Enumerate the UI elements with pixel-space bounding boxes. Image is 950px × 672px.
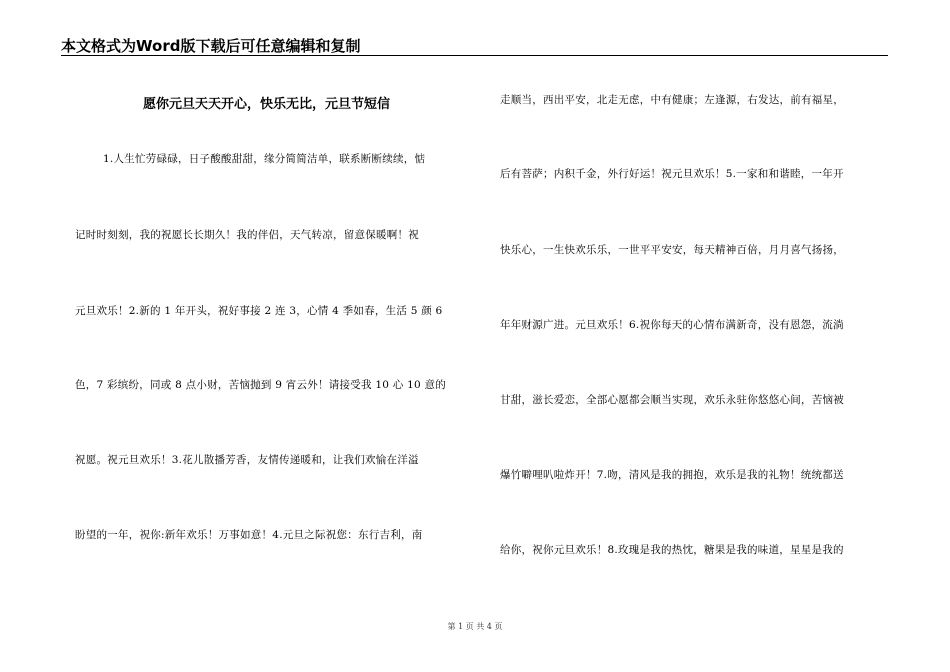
document-title: 愿你元旦天天开心，快乐无比，元旦节短信 xyxy=(142,97,390,112)
page-indicator: 第 1 页 共 4 页 xyxy=(447,622,503,631)
left-line-2: 记时时刻刻，我的祝愿长长期久！我的伴侣，天气转凉，留意保暖啊！祝 xyxy=(75,229,419,241)
right-line-2: 后有菩萨；内积千金，外行好运！祝元旦欢乐！5.一家和和谐睦，一年开 xyxy=(500,168,844,180)
left-line-3: 元旦欢乐！2.新的 1 年开头，祝好事接 2 连 3，心情 4 季如春，生活 5 颜 6 xyxy=(75,305,443,317)
right-line-1: 走顺当，西出平安，北走无虑，中有健康；左逢源，右发达，前有福星， xyxy=(500,94,844,106)
right-line-7: 给你，祝你元旦欢乐！8.玫瑰是我的热忱，糖果是我的味道，星星是我的 xyxy=(500,544,844,556)
left-line-1: 1.人生忙劳碌碌，日子酸酸甜甜，缘分简简洁单，联系断断续续，惦 xyxy=(103,153,426,165)
header-title: 本文格式为Word版下载后可任意编辑和复制 xyxy=(61,37,361,55)
left-line-6: 盼望的一年，祝你:新年欢乐！万事如意！4.元旦之际祝您：东行吉利，南 xyxy=(75,529,423,541)
right-line-6: 爆竹噼哩叭啦炸开！7.吻，清风是我的拥抱，欢乐是我的礼物！统统都送 xyxy=(500,469,844,481)
left-line-5: 祝愿。祝元旦欢乐！3.花儿散播芳香，友情传递暖和，让我们欢愉在洋溢 xyxy=(75,454,419,466)
header-divider xyxy=(61,55,888,56)
right-line-5: 甘甜，滋长爱恋，全部心愿都会顺当实现，欢乐永驻你悠悠心间，苦恼被 xyxy=(500,394,844,406)
left-line-4: 色，7 彩缤纷，同或 8 点小财，苦恼抛到 9 宵云外！请接受我 10 心 10 意的 xyxy=(75,379,447,391)
right-line-4: 年年财源广进。元旦欢乐！6.祝你每天的心情布满新奇，没有恩怨，流淌 xyxy=(500,319,844,331)
right-line-3: 快乐心，一生快欢乐乐，一世平平安安，每天精神百倍，月月喜气扬扬， xyxy=(500,244,844,256)
